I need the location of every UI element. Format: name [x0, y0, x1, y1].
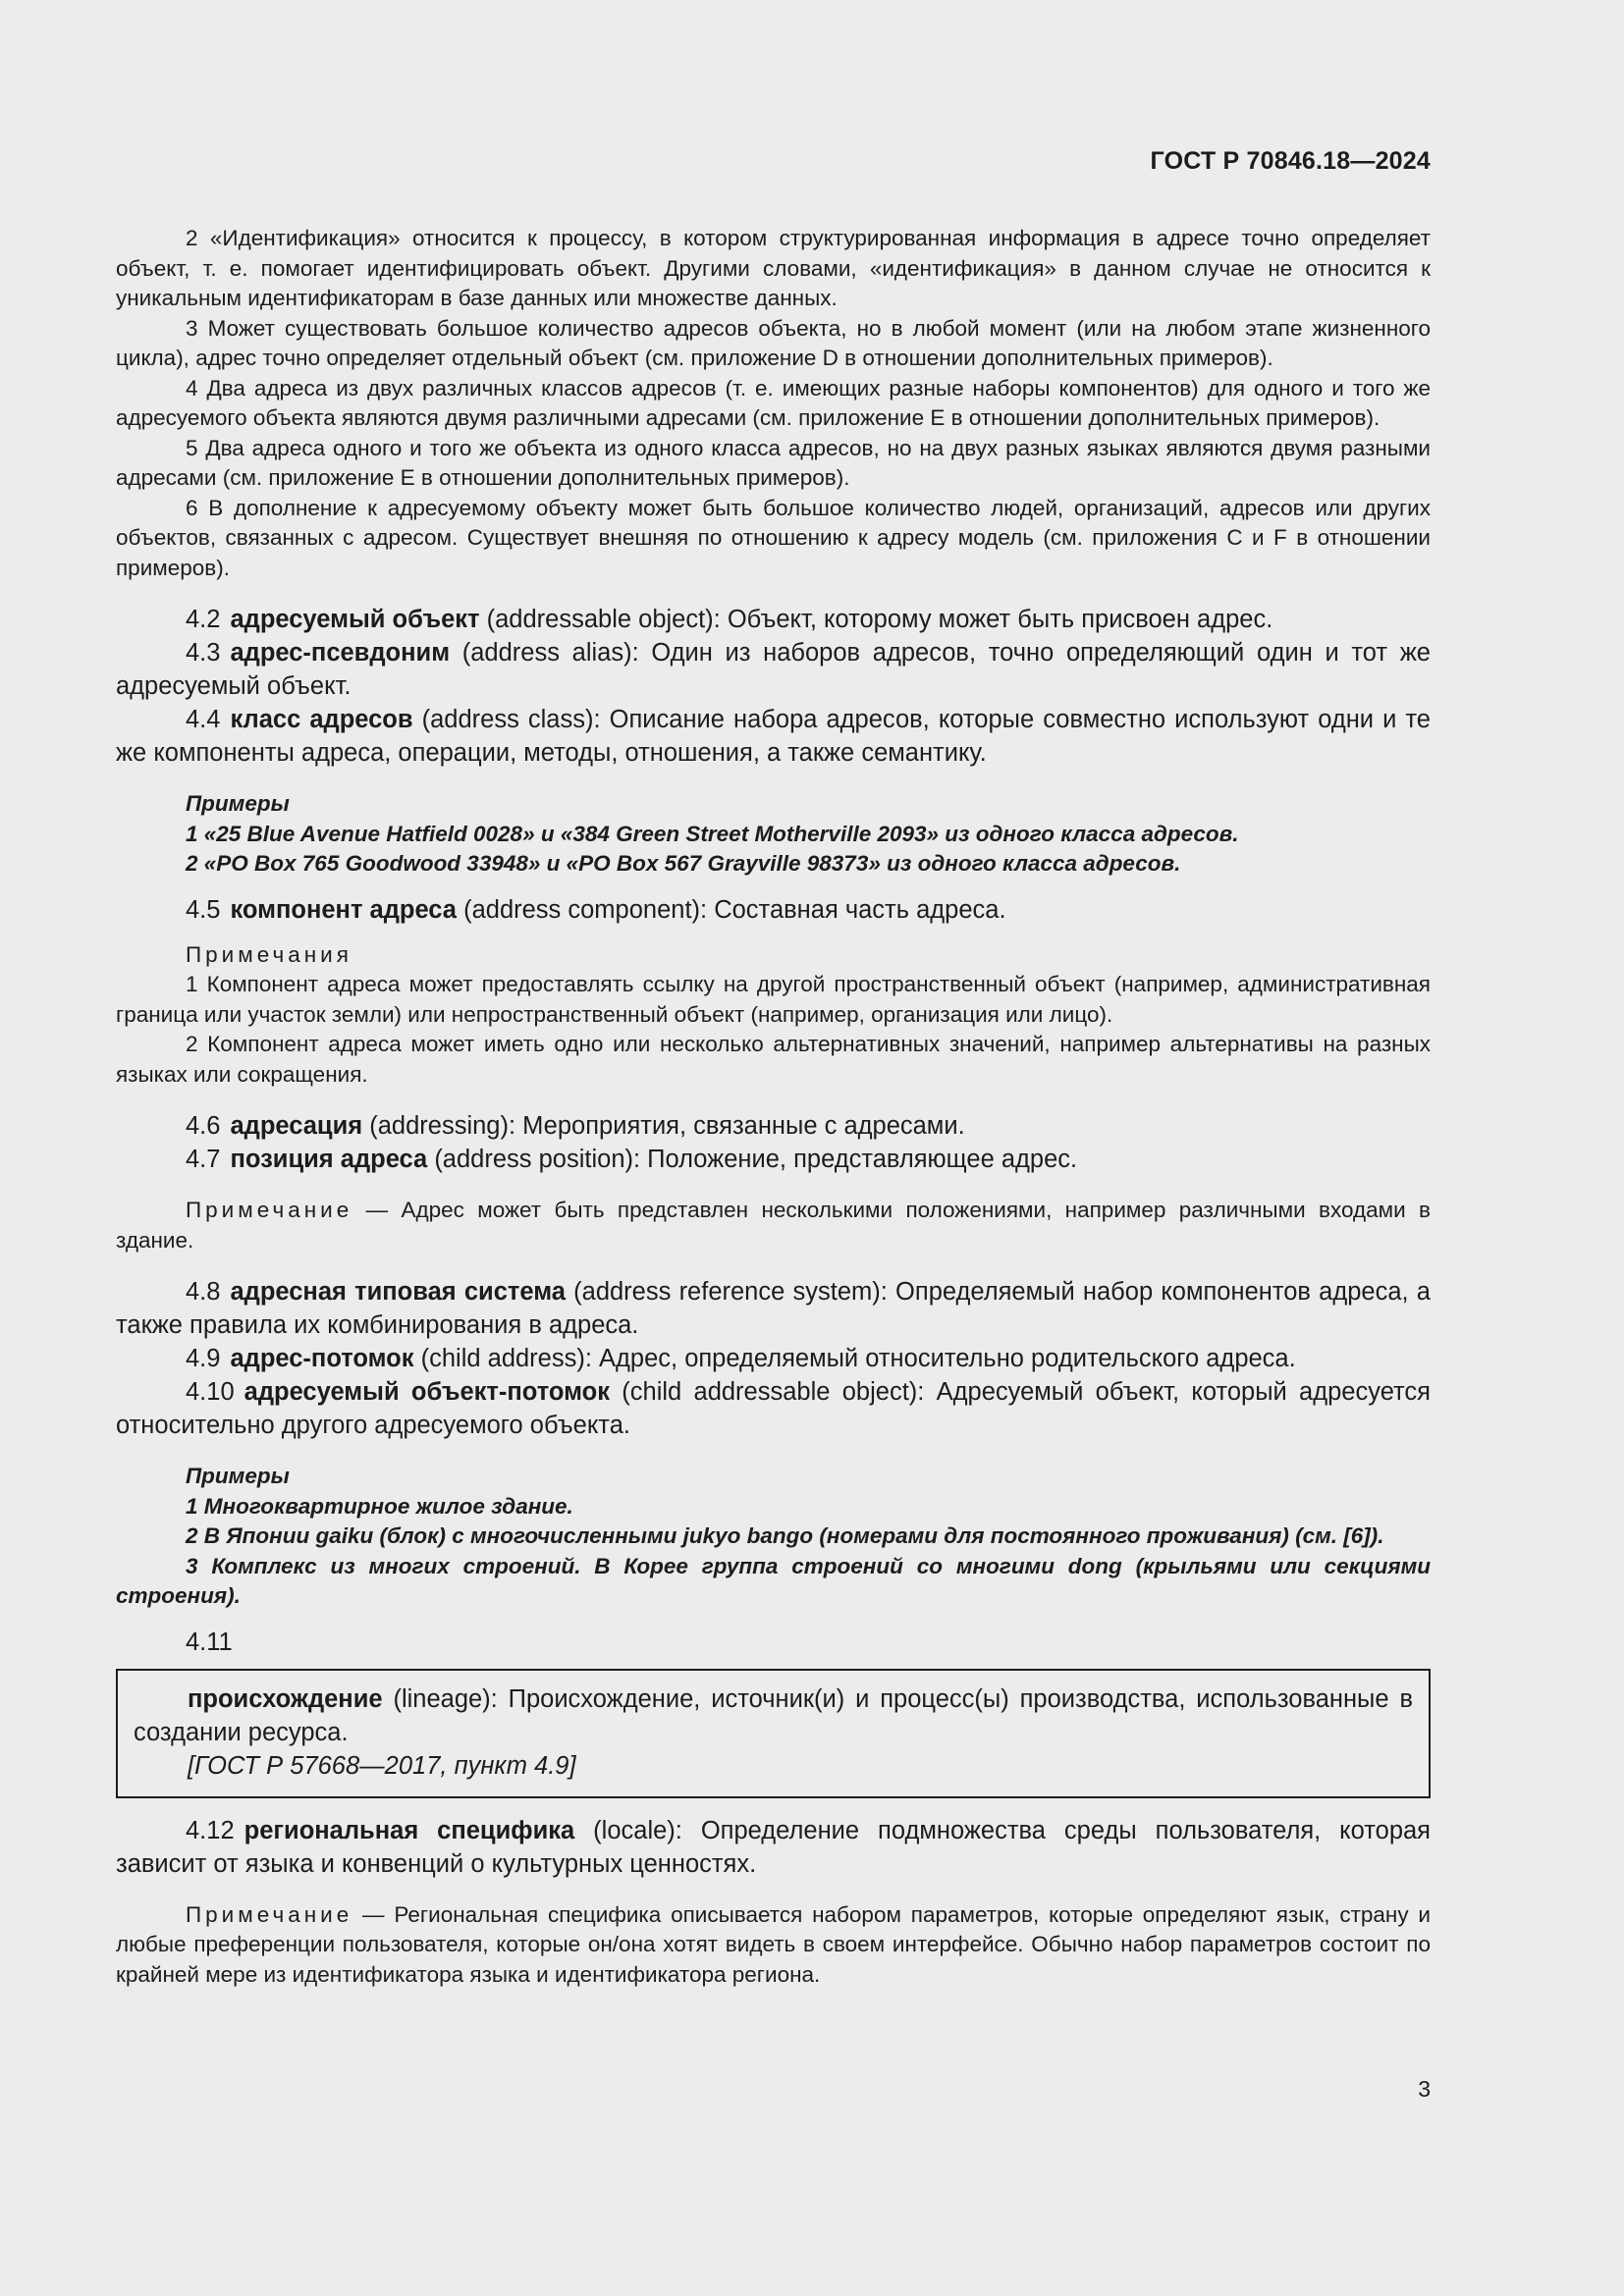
term-name: класс адресов	[230, 706, 413, 733]
note-paragraph: 4 Два адреса из двух различных классов адресов (т. е. имеющих разные наборы компонентов) для одного и того же адресуемого объекта являются двумя различными адресами (см. приложение E в отношении дополнительных примеров).	[116, 375, 1431, 430]
term-name: адрес-псевдоним	[230, 639, 451, 667]
note-4-12	[116, 1900, 1431, 1991]
note-paragraph: 6 В дополнение к адресуемому объекту может быть большое количество людей, организаций, адресов или других объектов, связанных с адресом. Существует внешняя по отношению к адресу модель (см. приложения C и F в отношении примеров).	[116, 495, 1431, 580]
note-text: — Адрес может быть представлен несколькими положениями, например различными входами в здание.	[116, 1198, 1431, 1253]
term-4-12	[116, 1814, 1431, 1881]
term-definition: (address position): Положение, представляющее адрес.	[427, 1146, 1078, 1173]
term-name: адресуемый объект-потомок	[244, 1378, 611, 1406]
note-text: — Региональная специфика описывается набором параметров, которые определяют язык, страну и любые преференции пользователя, которые он/она хотят видеть в своем интерфейсе. Обычно набор параметров состоит по крайней мере из идентификатора языка и идентификатора региона.	[116, 1901, 1431, 1987]
standard-header: ГОСТ Р 70846.18—2024	[1150, 147, 1431, 175]
example-item: 2 В Японии gaiku (блок) с многочисленными jukyo bango (номерами для постоянного проживания) (см. [6]).	[186, 1523, 1384, 1548]
term-definition: (addressable object): Объект, которому может быть присвоен адрес.	[479, 606, 1273, 633]
examples-label: Примеры	[186, 1464, 290, 1488]
term-definition: (address reference system): Определяемый набор компонентов адреса, а также правила их комбинирования в адреса.	[116, 1278, 1431, 1339]
term-4-5	[116, 893, 1431, 927]
term-number: 4.10	[186, 1378, 235, 1406]
term-4-6	[116, 1109, 1431, 1143]
term-number: 4.2	[186, 606, 221, 633]
note-label: Примечание	[186, 1198, 353, 1222]
examples-4-10	[116, 1462, 1431, 1612]
term-4-10	[116, 1375, 1431, 1442]
term-number: 4.12	[186, 1816, 235, 1844]
term-definition: (lineage): Происхождение, источник(и) и процесс(ы) производства, использованные в создании ресурса.	[134, 1684, 1413, 1746]
term-definition: (address alias): Один из наборов адресов, точно определяющий один и тот же адресуемый объект.	[116, 639, 1431, 700]
term-4-11	[134, 1682, 1413, 1749]
note-paragraph: 2 Компонент адреса может иметь одно или несколько альтернативных значений, например альтернативы на разных языках или сокращения.	[116, 1032, 1431, 1087]
term-4-11-number	[116, 1626, 1431, 1659]
term-definition: (child addressable object): Адресуемый объект, который адресуется относительно другого адресуемого объекта.	[116, 1378, 1431, 1439]
example-item: 1 «25 Blue Avenue Hatfield 0028» и «384 Green Street Motherville 2093» из одного класса адресов.	[186, 821, 1239, 846]
example-item: 1 Многоквартирное жилое здание.	[186, 1493, 573, 1519]
term-name: адресация	[230, 1112, 363, 1140]
term-definition: (address class): Описание набора адресов, которые совместно используют одни и те же компоненты адреса, операции, методы, отношения, а также семантику.	[116, 706, 1431, 767]
example-item: 3 Комплекс из многих строений. В Корее группа строений со многими dong (крыльями или секциями строения).	[116, 1553, 1431, 1608]
term-4-9	[116, 1342, 1431, 1375]
term-name: региональная специфика	[244, 1816, 575, 1844]
quoted-definition-box	[116, 1669, 1431, 1798]
notes-top	[116, 224, 1431, 583]
term-number: 4.6	[186, 1112, 221, 1140]
term-4-7	[116, 1143, 1431, 1176]
page-content	[116, 224, 1431, 1990]
page-number: 3	[1418, 2076, 1431, 2102]
term-4-8	[116, 1275, 1431, 1342]
note-4-7	[116, 1196, 1431, 1255]
source-reference: [ГОСТ Р 57668—2017, пункт 4.9]	[188, 1751, 576, 1780]
note-paragraph: 2 «Идентификация» относится к процессу, в котором структурированная информация в адресе точно определяет объект, т. е. помогает идентифицировать объект. Другими словами, «идентификация» в данном случае не относится к уникальным идентификаторам в базе данных или множестве данных.	[116, 226, 1431, 310]
note-label: Примечание	[186, 1901, 353, 1927]
term-4-3	[116, 636, 1431, 703]
term-number: 4.11	[186, 1628, 233, 1656]
term-4-4	[116, 703, 1431, 770]
term-name: происхождение	[188, 1684, 383, 1713]
example-item: 2 «PO Box 765 Goodwood 33948» и «PO Box 567 Grayville 98373» из одного класса адресов.	[186, 851, 1181, 876]
term-definition: (addressing): Мероприятия, связанные с адресами.	[362, 1112, 965, 1140]
note-paragraph: 5 Два адреса одного и того же объекта из одного класса адресов, но на двух разных языках являются двумя разными адресами (см. приложение E в отношении дополнительных примеров).	[116, 435, 1431, 490]
term-number: 4.9	[186, 1345, 221, 1372]
note-paragraph: 1 Компонент адреса может предоставлять ссылку на другой пространственный объект (например, административная граница или участок земли) или непространственный объект (например, организация или лицо).	[116, 972, 1431, 1027]
note-paragraph: 3 Может существовать большое количество адресов объекта, но в любой момент (или на любом этапе жизненного цикла), адрес точно определяет отдельный объект (см. приложение D в отношении дополнительных примеров).	[116, 315, 1431, 370]
examples-4-4	[116, 789, 1431, 880]
notes-label: Примечания	[186, 941, 352, 967]
notes-4-5	[116, 940, 1431, 1091]
term-number: 4.7	[186, 1146, 221, 1173]
term-4-2	[116, 603, 1431, 636]
term-name: адресуемый объект	[230, 606, 480, 633]
term-number: 4.3	[186, 639, 221, 667]
term-number: 4.4	[186, 706, 221, 733]
term-number: 4.8	[186, 1278, 221, 1306]
term-definition: (child address): Адрес, определяемый относительно родительского адреса.	[413, 1345, 1296, 1372]
term-name: адрес-потомок	[230, 1345, 414, 1372]
term-name: адресная типовая система	[230, 1278, 566, 1306]
examples-label: Примеры	[186, 791, 290, 816]
term-definition: (address component): Составная часть адреса.	[457, 895, 1006, 924]
term-number: 4.5	[186, 895, 221, 924]
term-name: компонент адреса	[230, 895, 457, 924]
term-name: позиция адреса	[230, 1146, 428, 1173]
term-definition: (locale): Определение подмножества среды пользователя, которая зависит от языка и конвенций о культурных ценностях.	[116, 1816, 1431, 1878]
